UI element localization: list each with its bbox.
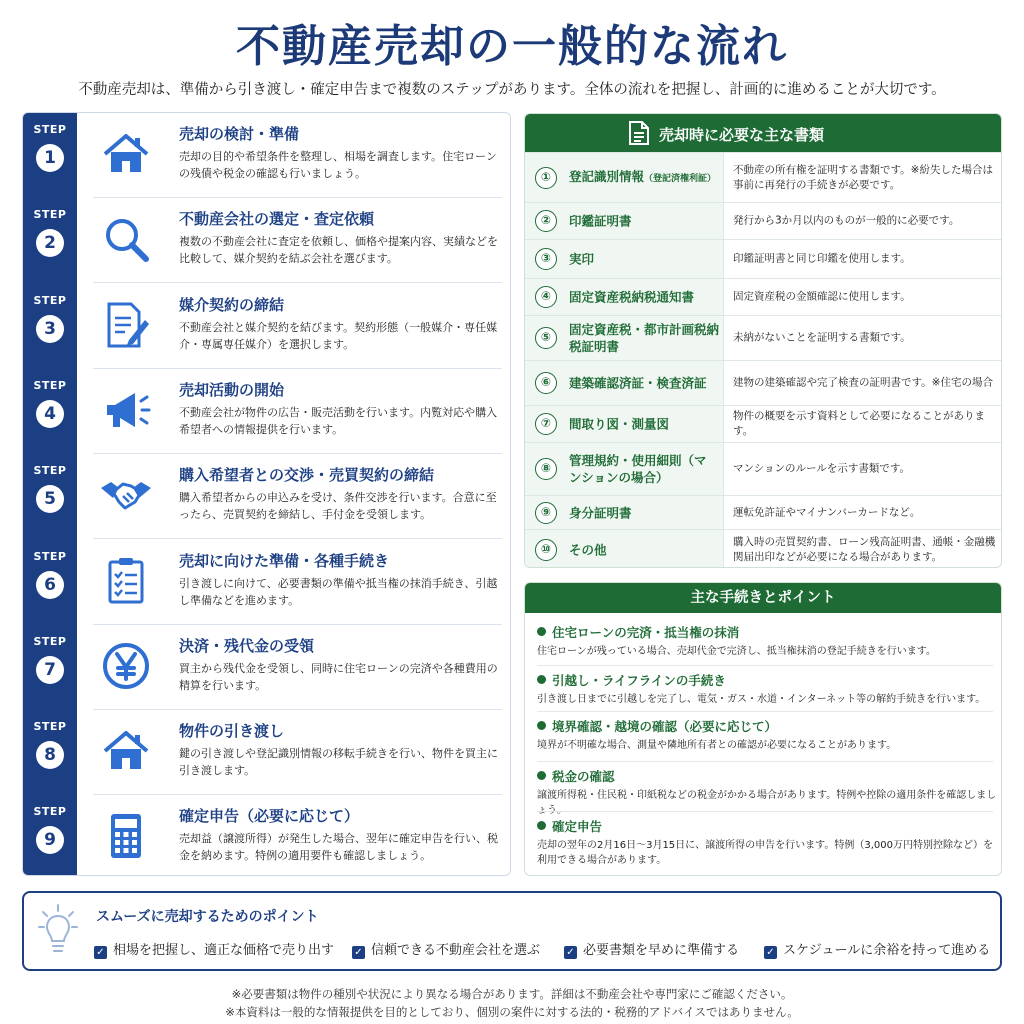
procedure-description: 住宅ローンが残っている場合、売却代金で完済し、抵当権抹消の登記手続きを行います。 bbox=[537, 646, 936, 657]
procedure-title bbox=[537, 623, 997, 641]
step-number: 3 bbox=[36, 315, 64, 343]
column-divider bbox=[723, 240, 724, 278]
step-description: 購入希望者からの申込みを受け、条件交渉を行います。合意に至ったら、売買契約を締結し、手付金を受領します。 bbox=[179, 491, 497, 522]
page-subtitle: 不動産売却は、準備から引き渡し・確定申告まで複数のステップがあります。全体の流れを把握し、計画的に進めることが大切です。 bbox=[78, 82, 946, 98]
step-4 bbox=[23, 369, 511, 454]
step-label: STEP bbox=[33, 208, 67, 222]
document-description: 印鑑証明書と同じ印鑑を使用します。 bbox=[733, 252, 911, 265]
document-description: 発行から3か月以内のものが一般的に必要です。 bbox=[733, 214, 960, 227]
column-divider bbox=[723, 361, 724, 405]
document-name bbox=[569, 541, 719, 558]
document-name-main: 登記識別情報 bbox=[569, 168, 645, 184]
column-divider bbox=[723, 530, 724, 568]
bullet-icon bbox=[537, 627, 546, 636]
bullet-icon bbox=[537, 821, 546, 830]
bullet-icon bbox=[537, 771, 546, 780]
document-number: ⑩ bbox=[535, 539, 557, 561]
step-number: 2 bbox=[36, 229, 64, 257]
documents-header bbox=[525, 114, 1001, 152]
checkbox-icon: ✓ bbox=[564, 946, 577, 959]
procedure-divider bbox=[537, 761, 993, 762]
contract-icon bbox=[99, 298, 153, 352]
step-label: STEP bbox=[33, 805, 67, 819]
step-number: 9 bbox=[36, 826, 64, 854]
step-1 bbox=[23, 113, 511, 198]
document-description: 購入時の売買契約書、ローン残高証明書、通帳・金融機関届出印などが必要になる場合があります。 bbox=[733, 535, 996, 563]
tip-item bbox=[764, 939, 990, 959]
document-name-note: （登記済権利証） bbox=[644, 173, 717, 184]
document-number: ⑥ bbox=[535, 372, 557, 394]
procedure-divider bbox=[537, 665, 993, 666]
bullet-icon bbox=[537, 721, 546, 730]
step-description: 買主から残代金を受領し、同時に住宅ローンの完済や各種費用の精算を行います。 bbox=[179, 661, 498, 692]
procedure-divider bbox=[537, 811, 993, 812]
document-name-main: 間取り図・測量図 bbox=[569, 416, 670, 432]
step-title: 物件の引き渡し bbox=[179, 722, 285, 741]
step-label: STEP bbox=[33, 720, 67, 734]
document-number: ② bbox=[535, 210, 557, 232]
step-number: 8 bbox=[36, 741, 64, 769]
document-row bbox=[525, 529, 1001, 568]
procedure-title-text: 引越し・ライフラインの手続き bbox=[552, 673, 726, 688]
step-description: 引き渡しに向けて、必要書類の準備や抵当権の抹消手続き、引越し準備などを進めます。 bbox=[179, 576, 498, 607]
step-title: 不動産会社の選定・査定依頼 bbox=[179, 210, 375, 229]
checklist-icon bbox=[99, 554, 153, 608]
checkbox-icon: ✓ bbox=[352, 946, 365, 959]
step-3 bbox=[23, 284, 511, 369]
calculator-icon bbox=[99, 809, 153, 863]
document-row bbox=[525, 315, 1001, 360]
document-description: 未納がないことを証明する書類です。 bbox=[733, 331, 911, 344]
procedure-title-text: 確定申告 bbox=[552, 819, 603, 834]
column-divider bbox=[723, 153, 724, 202]
footnote-1: ※必要書類は物件の種別や状況により異なる場合があります。詳細は不動産会社や専門家にご確認ください。 bbox=[231, 987, 793, 1001]
handshake-icon bbox=[99, 468, 153, 522]
footnote-2: ※本資料は一般的な情報提供を目的としており、個別の案件に対する法的・税務的アドバイスではありません。 bbox=[225, 1005, 799, 1019]
step-number: 1 bbox=[36, 144, 64, 172]
step-number: 4 bbox=[36, 400, 64, 428]
column-divider bbox=[723, 316, 724, 360]
document-name-main: 印鑑証明書 bbox=[569, 213, 632, 229]
step-label: STEP bbox=[33, 464, 67, 478]
document-name-main: 固定資産税・都市計画税納税証明書 bbox=[569, 322, 720, 354]
document-row bbox=[525, 405, 1001, 442]
document-number: ⑧ bbox=[535, 458, 557, 480]
document-name bbox=[569, 213, 719, 230]
step-6 bbox=[23, 540, 511, 625]
step-description: 不動産会社と媒介契約を結びます。契約形態（一般媒介・専任媒介・専属専任媒介）を選択します。 bbox=[179, 320, 498, 351]
step-5 bbox=[23, 454, 511, 539]
procedure-description: 引き渡し日までに引越しを完了し、電気・ガス・水道・インターネット等の解約手続きを行います。 bbox=[537, 694, 986, 705]
document-number: ⑤ bbox=[535, 327, 557, 349]
procedure-title bbox=[537, 717, 997, 735]
step-label: STEP bbox=[33, 634, 67, 648]
document-row bbox=[525, 442, 1001, 495]
document-number: ③ bbox=[535, 248, 557, 270]
document-name bbox=[569, 452, 719, 486]
tip-text: 信頼できる不動産会社を選ぶ bbox=[371, 943, 541, 958]
step-8 bbox=[23, 710, 511, 795]
document-row bbox=[525, 202, 1001, 239]
procedure-item bbox=[537, 817, 997, 868]
step-label: STEP bbox=[33, 378, 67, 392]
checkbox-icon: ✓ bbox=[94, 946, 107, 959]
procedure-title-text: 住宅ローンの完済・抵当権の抹消 bbox=[552, 625, 740, 640]
tip-item bbox=[564, 939, 739, 959]
documents-panel bbox=[524, 113, 1002, 568]
step-label: STEP bbox=[33, 293, 67, 307]
magnifier-icon bbox=[99, 212, 153, 266]
bullet-icon bbox=[537, 675, 546, 684]
tip-item bbox=[94, 939, 334, 959]
step-description: 鍵の引き渡しや登記識別情報の移転手続きを行い、物件を買主に引き渡します。 bbox=[179, 747, 498, 778]
step-number: 6 bbox=[36, 571, 64, 599]
document-row bbox=[525, 239, 1001, 278]
document-name-main: 身分証明書 bbox=[569, 505, 632, 520]
tips-box bbox=[22, 891, 1002, 971]
house-icon bbox=[99, 724, 153, 778]
document-name-main: 実印 bbox=[569, 251, 595, 267]
tip-text: スケジュールに余裕を持って進める bbox=[783, 943, 991, 958]
lightbulb-icon bbox=[38, 903, 78, 961]
step-9 bbox=[23, 795, 511, 876]
procedure-description: 譲渡所得税・住民税・印紙税などの税金がかかる場合があります。特例や控除の適用条件を確認しまし bbox=[537, 790, 997, 801]
document-number: ⑦ bbox=[535, 413, 557, 435]
document-name bbox=[569, 375, 719, 392]
step-description: 売却の目的や希望条件を整理し、相場を調査します。住宅ローンの残債や税金の確認も行いましょう。 bbox=[179, 150, 497, 180]
house-icon bbox=[99, 127, 153, 181]
document-number: ④ bbox=[535, 286, 557, 308]
document-name-main: その他 bbox=[569, 542, 607, 557]
checkbox-icon: ✓ bbox=[764, 946, 777, 959]
column-divider bbox=[723, 406, 724, 442]
column-divider bbox=[723, 496, 724, 529]
document-name bbox=[569, 321, 719, 355]
step-number: 7 bbox=[36, 656, 64, 684]
procedure-title-text: 税金の確認 bbox=[552, 769, 615, 784]
step-7 bbox=[23, 625, 511, 710]
document-number: ① bbox=[535, 167, 557, 189]
step-number: 5 bbox=[36, 485, 64, 513]
procedure-title-text: 境界確認・越境の確認（必要に応じて） bbox=[552, 719, 778, 734]
document-description: 運転免許証やマイナンバーカードなど。 bbox=[733, 506, 921, 518]
tip-text: 必要書類を早めに準備する bbox=[583, 943, 740, 958]
column-divider bbox=[723, 443, 724, 495]
yen-icon bbox=[99, 639, 153, 693]
step-title: 売却活動の開始 bbox=[179, 380, 285, 399]
document-number: ⑨ bbox=[535, 502, 557, 524]
steps-panel bbox=[22, 112, 511, 876]
procedure-title bbox=[537, 767, 997, 785]
document-name bbox=[569, 504, 719, 521]
step-title: 売却の検討・準備 bbox=[179, 125, 300, 143]
column-divider bbox=[723, 203, 724, 239]
document-icon bbox=[628, 121, 650, 145]
document-row bbox=[525, 360, 1001, 405]
document-row bbox=[525, 152, 1001, 202]
step-label: STEP bbox=[33, 549, 67, 563]
step-title: 売却に向けた準備・各種手続き bbox=[179, 551, 390, 570]
procedure-title bbox=[537, 671, 997, 689]
procedures-header: 主な手続きとポイント bbox=[525, 583, 1001, 613]
step-title: 決済・残代金の受領 bbox=[179, 636, 315, 655]
document-name bbox=[569, 289, 719, 306]
document-description: マンションのルールを示す書類です。 bbox=[733, 462, 910, 475]
document-name-main: 固定資産税納税通知書 bbox=[569, 289, 695, 305]
procedure-title bbox=[537, 817, 997, 835]
document-description: 固定資産税の金額確認に使用します。 bbox=[733, 290, 911, 303]
megaphone-icon bbox=[99, 383, 153, 437]
step-title: 媒介契約の締結 bbox=[179, 295, 285, 314]
step-2 bbox=[23, 198, 511, 283]
tip-item bbox=[352, 939, 540, 959]
document-name-main: 建築確認済証・検査済証 bbox=[569, 375, 707, 391]
document-name bbox=[569, 168, 719, 188]
page-title: 不動産売却の一般的な流れ bbox=[236, 21, 788, 72]
tips-title: スムーズに売却するためのポイント bbox=[96, 909, 319, 925]
procedure-item bbox=[537, 717, 997, 753]
column-divider bbox=[723, 279, 724, 315]
document-description: 建物の建築確認や完了検査の証明書です。※住宅の場合 bbox=[733, 376, 993, 389]
procedure-divider bbox=[537, 711, 993, 712]
document-name-main: 管理規約・使用細則（マンションの場合） bbox=[569, 453, 707, 485]
document-name bbox=[569, 251, 719, 268]
document-name bbox=[569, 416, 719, 433]
document-description: 物件の概要を示す資料として必要になることがあります。 bbox=[733, 410, 985, 437]
step-description: 売却益（譲渡所得）が発生した場合、翌年に確定申告を行い、税金を納めます。特例の適用要件も確認しましょう。 bbox=[179, 832, 498, 863]
document-row bbox=[525, 495, 1001, 529]
document-row bbox=[525, 278, 1001, 315]
procedures-panel bbox=[524, 582, 1002, 876]
step-description: 複数の不動産会社に査定を依頼し、価格や提案内容、実績などを比較して、媒介契約を結ぶ会社を選びます。 bbox=[179, 235, 498, 266]
procedure-description: 境界が不明確な場合、測量や隣地所有者との確認が必要になることがあります。 bbox=[537, 740, 897, 751]
procedure-description: 売却の翌年の2月16日〜3月15日に、譲渡所得の申告を行います。特例（3,000万円特別控除など）を利用できる場合があります。 bbox=[537, 840, 994, 866]
step-description: 不動産会社が物件の広告・販売活動を行います。内覧対応や購入希望者への情報提供を行います。 bbox=[179, 405, 498, 436]
document-description: 不動産の所有権を証明する書類です。※紛失した場合は事前に再発行の手続きが必要です。 bbox=[733, 163, 993, 191]
step-title: 確定申告（必要に応じて） bbox=[179, 807, 360, 826]
step-title: 購入希望者との交渉・売買契約の締結 bbox=[179, 466, 435, 485]
procedure-item bbox=[537, 623, 997, 659]
step-label: STEP bbox=[33, 123, 67, 136]
procedure-item bbox=[537, 671, 997, 707]
documents-header-label: 売却時に必要な主な書類 bbox=[659, 126, 825, 144]
tip-text: 相場を把握し、適正な価格で売り出す bbox=[113, 943, 335, 958]
